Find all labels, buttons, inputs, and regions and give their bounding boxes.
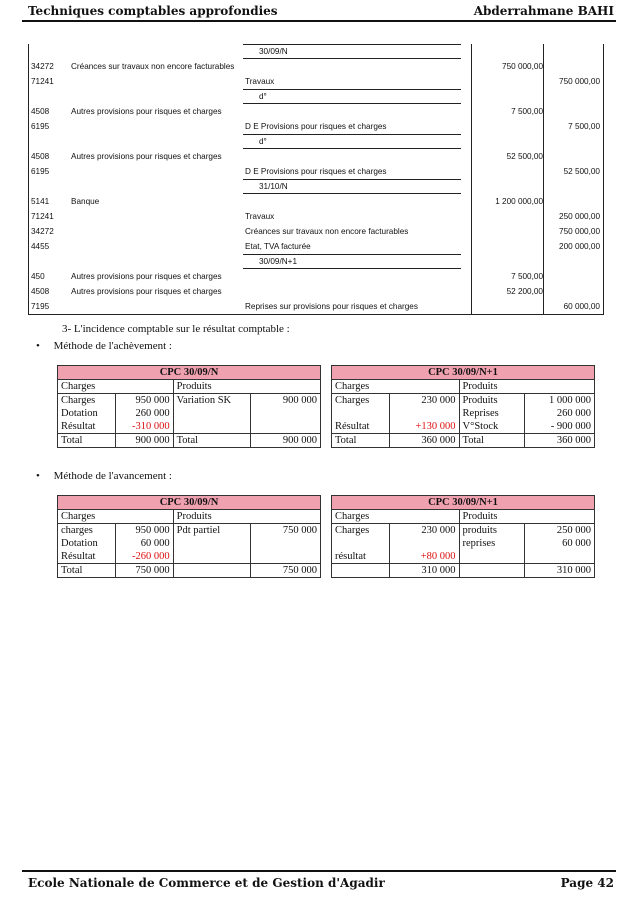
row-label: Résultat [332,420,390,434]
account-label: Créances sur travaux non encore facturables [245,227,409,236]
row-label: Charges [58,394,116,408]
cpc-title: CPC 30/09/N+1 [332,496,595,510]
total-value: 360 000 [525,434,595,448]
account-number: 4508 [31,107,50,116]
journal-date: d° [259,92,267,101]
date-separator-line [243,179,461,180]
row-label: charges [58,524,116,538]
account-number: 5141 [31,197,50,206]
credit-amount: 200 000,00 [559,242,600,251]
date-separator-line [243,44,461,45]
row-label: Charges [332,524,390,538]
total-value: 310 000 [389,564,459,578]
result-value: -260 000 [115,550,173,564]
journal-entry-row [29,59,603,74]
charges-header: Charges [58,380,174,394]
row-label: V°Stock [459,420,525,434]
account-number: 34272 [31,227,54,236]
journal-entry-row [29,164,603,179]
header-author: Abderrahmane BAHI [473,4,614,18]
row-label: Reprises [459,407,525,420]
cpc-title: CPC 30/09/N [58,366,321,380]
journal-entry-row [29,104,603,119]
row-value: 60 000 [525,537,595,550]
journal-entry-row [29,209,603,224]
row-label: Pdt partiel [173,524,251,538]
produits-header: Produits [459,510,594,524]
row-label: Résultat [58,420,116,434]
produits-header: Produits [173,510,320,524]
journal-entry-row [29,119,603,134]
journal-bottom-border [29,314,603,315]
produits-header: Produits [459,380,594,394]
journal-date-row [29,89,603,104]
journal-entry-row [29,299,603,314]
row-label: Dotation [58,407,116,420]
total-label: Total [459,434,525,448]
page-header [22,4,616,22]
row-value: 230 000 [389,524,459,538]
debit-amount: 52 500,00 [506,152,543,161]
journal-date: 30/09/N [259,47,288,56]
section-title: 3- L'incidence comptable sur le résultat comptable : [62,323,290,335]
journal-entry-row [29,269,603,284]
row-value: 230 000 [389,394,459,408]
account-number: 71241 [31,77,54,86]
row-value: 260 000 [525,407,595,420]
row-value: 750 000 [251,524,321,538]
total-label: Total [173,434,251,448]
row-value: 1 000 000 [525,394,595,408]
journal-date: d° [259,137,267,146]
row-value: 900 000 [251,394,321,408]
row-value: 260 000 [115,407,173,420]
account-label: Autres provisions pour risques et charges [71,272,222,281]
date-separator-line [243,254,461,255]
debit-amount: 1 200 000,00 [495,197,543,206]
total-value: 310 000 [525,564,595,578]
header-course-title: Techniques comptables approfondies [28,4,278,18]
bullet-achevement: • Méthode de l'achèvement : [36,340,172,352]
account-label: Travaux [245,212,275,221]
journal-table [28,44,604,315]
account-number: 4508 [31,287,50,296]
row-label: Dotation [58,537,116,550]
cpc-avancement-n [57,495,321,578]
journal-date-row [29,179,603,194]
total-value: 360 000 [389,434,459,448]
date-separator-line [243,89,461,90]
row-label: Produits [459,394,525,408]
journal-entry-row [29,149,603,164]
footer-page-number: Page 42 [560,876,614,890]
journal-date-row [29,44,603,59]
journal-entry-row [29,74,603,89]
row-label: Variation SK [173,394,251,408]
account-label: D E Provisions pour risques et charges [245,167,387,176]
row-label: Charges [332,394,390,408]
cpc-avancement-n1 [331,495,595,578]
journal-entry-row [29,194,603,209]
account-label: Autres provisions pour risques et charges [71,107,222,116]
account-number: 4455 [31,242,50,251]
result-value: -310 000 [115,420,173,434]
credit-amount: 750 000,00 [559,227,600,236]
total-label: Total [332,434,390,448]
debit-amount: 7 500,00 [511,272,543,281]
account-number: 6195 [31,167,50,176]
account-label: Travaux [245,77,275,86]
charges-header: Charges [58,510,174,524]
account-number: 6195 [31,122,50,131]
page-footer [22,870,616,892]
charges-header: Charges [332,510,460,524]
row-label: Résultat [58,550,116,564]
row-label: résultat [332,550,390,564]
credit-amount: 60 000,00 [563,302,600,311]
total-value: 750 000 [251,564,321,578]
journal-entry-row [29,224,603,239]
bullet-avancement: • Méthode de l'avancement : [36,470,172,482]
debit-amount: 750 000,00 [502,62,543,71]
credit-amount: 750 000,00 [559,77,600,86]
journal-date: 31/10/N [259,182,288,191]
credit-amount: 52 500,00 [563,167,600,176]
account-label: Créances sur travaux non encore facturables [71,62,235,71]
cpc-title: CPC 30/09/N+1 [332,366,595,380]
account-label: Autres provisions pour risques et charges [71,152,222,161]
date-separator-line [243,134,461,135]
journal-date: 30/09/N+1 [259,257,298,266]
produits-header: Produits [173,380,320,394]
footer-school: Ecole Nationale de Commerce et de Gestion d'Agadir [28,876,385,890]
charges-header: Charges [332,380,460,394]
account-label: Banque [71,197,100,206]
row-label: reprises [459,537,525,550]
account-number: 7195 [31,302,50,311]
account-number: 450 [31,272,45,281]
credit-amount: 250 000,00 [559,212,600,221]
account-label: Etat, TVA facturée [245,242,311,251]
account-number: 4508 [31,152,50,161]
cpc-achevement-n1 [331,365,595,448]
journal-date-row [29,134,603,149]
result-value: +80 000 [389,550,459,564]
total-label: Total [58,434,116,448]
result-value: +130 000 [389,420,459,434]
debit-amount: 7 500,00 [511,107,543,116]
row-value: 950 000 [115,394,173,408]
row-value: 950 000 [115,524,173,538]
debit-amount: 52 200,00 [506,287,543,296]
journal-entry-row [29,239,603,254]
cpc-achevement-n [57,365,321,448]
total-label: Total [58,564,116,578]
row-value: - 900 000 [525,420,595,434]
account-label: Reprises sur provisions pour risques et charges [245,302,418,311]
total-value: 900 000 [115,434,173,448]
account-label: D E Provisions pour risques et charges [245,122,387,131]
account-label: Autres provisions pour risques et charges [71,287,222,296]
row-value: 250 000 [525,524,595,538]
account-number: 34272 [31,62,54,71]
row-label: produits [459,524,525,538]
cpc-title: CPC 30/09/N [58,496,321,510]
credit-amount: 7 500,00 [568,122,600,131]
total-value: 900 000 [251,434,321,448]
row-value: 60 000 [115,537,173,550]
account-number: 71241 [31,212,54,221]
journal-entry-row [29,284,603,299]
total-value: 750 000 [115,564,173,578]
journal-date-row [29,254,603,269]
